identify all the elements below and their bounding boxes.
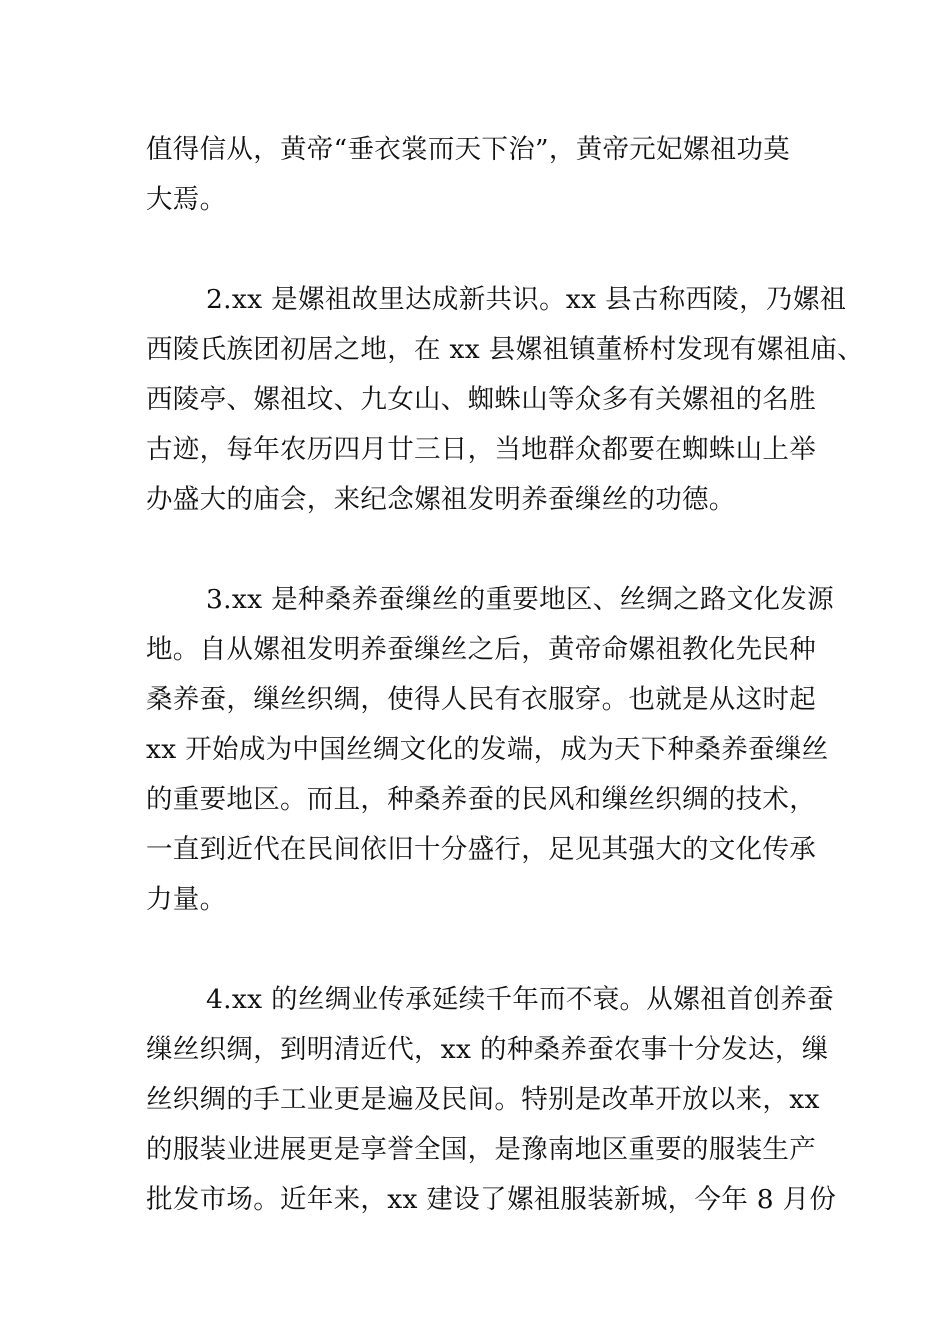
paragraph-4-line-2: 缫丝织绸，到明清近代，xx 的种桑养蚕农事十分发达，缫 — [146, 1034, 829, 1065]
paragraph-2-line-2: 西陵氏族团初居之地，在 xx 县嫘祖镇董桥村发现有嫘祖庙、 — [146, 334, 864, 365]
paragraph-2-line-4: 古迹，每年农历四月廿三日，当地群众都要在蜘蛛山上举 — [146, 434, 816, 465]
paragraph-2-line-1: 2.xx 是嫘祖故里达成新共识。xx 县古称西陵，乃嫘祖 — [206, 284, 847, 315]
paragraph-3-line-3: 桑养蚕，缫丝织绸，使得人民有衣服穿。也就是从这时起 — [146, 684, 816, 715]
paragraph-2-line-5: 办盛大的庙会，来纪念嫘祖发明养蚕缫丝的功德。 — [146, 484, 736, 515]
paragraph-3-line-1: 3.xx 是种桑养蚕缫丝的重要地区、丝绸之路文化发源 — [206, 584, 834, 615]
paragraph-3-line-5: 的重要地区。而且，种桑养蚕的民风和缫丝织绸的技术， — [146, 784, 816, 815]
paragraph-1-line-1: 值得信从，黄帝“垂衣裳而天下治”，黄帝元妃嫘祖功莫 — [146, 134, 791, 165]
paragraph-4-line-4: 的服装业进展更是享誉全国，是豫南地区重要的服装生产 — [146, 1134, 816, 1165]
paragraph-4-line-5: 批发市场。近年来，xx 建设了嫘祖服装新城，今年 8 月份 — [146, 1184, 837, 1215]
paragraph-2-line-3: 西陵亭、嫘祖坟、九女山、蜘蛛山等众多有关嫘祖的名胜 — [146, 384, 816, 415]
paragraph-1-line-2: 大焉。 — [146, 184, 227, 215]
paragraph-4-line-1: 4.xx 的丝绸业传承延续千年而不衰。从嫘祖首创养蚕 — [206, 984, 834, 1015]
paragraph-3-line-2: 地。自从嫘祖发明养蚕缫丝之后，黄帝命嫘祖教化先民种 — [146, 634, 816, 665]
paragraph-3-line-6: 一直到近代在民间依旧十分盛行，足见其强大的文化传承 — [146, 834, 816, 865]
paragraph-3-line-7: 力量。 — [146, 884, 227, 915]
paragraph-4-line-3: 丝织绸的手工业更是遍及民间。特别是改革开放以来，xx — [146, 1084, 820, 1115]
paragraph-3-line-4: xx 开始成为中国丝绸文化的发端，成为天下种桑养蚕缫丝 — [146, 734, 829, 765]
